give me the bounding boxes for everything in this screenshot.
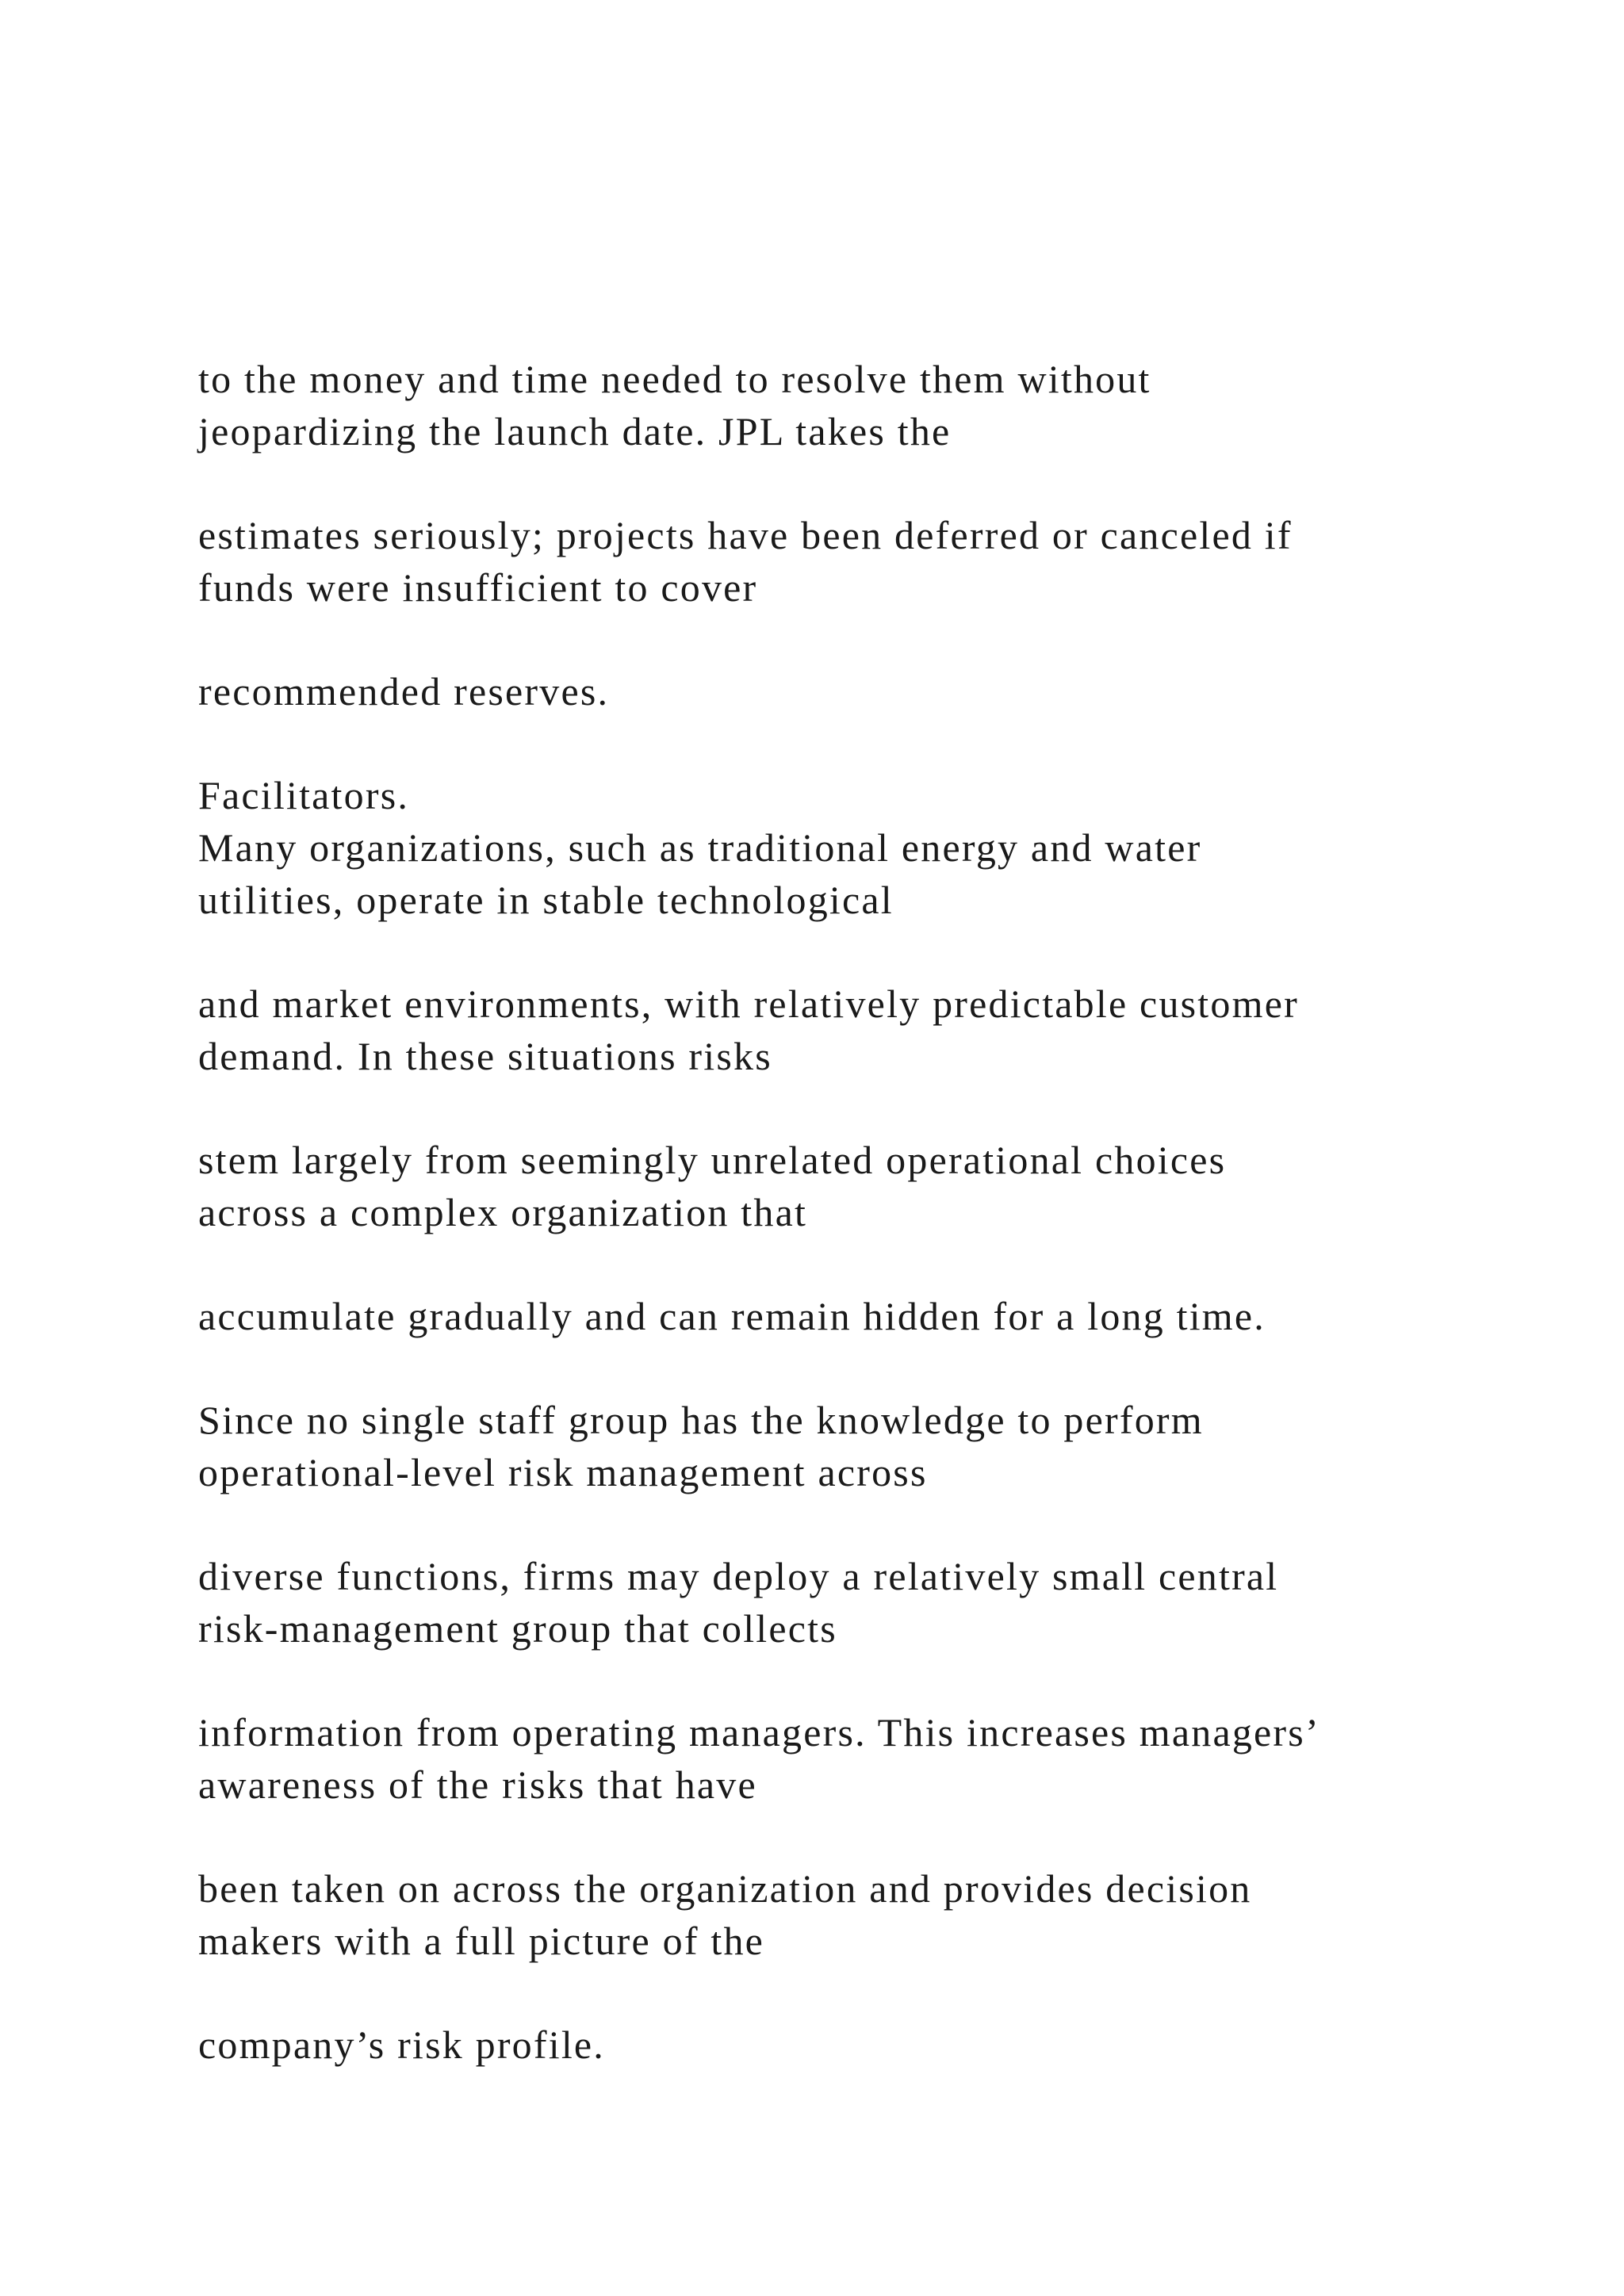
paragraph-gap	[198, 1082, 1499, 1134]
text-line: across a complex organization that	[198, 1190, 808, 1234]
text-line: been taken on across the organization and provides decision	[198, 1866, 1252, 1911]
text-line: jeopardizing the launch date. JPL takes the	[198, 409, 952, 453]
paragraph-gap	[198, 1655, 1499, 1706]
paragraph-gap	[198, 1238, 1499, 1290]
text-line: awareness of the risks that have	[198, 1762, 757, 1807]
text-line: company’s risk profile.	[198, 2022, 606, 2067]
text-line: Many organizations, such as traditional energy and water	[198, 825, 1202, 870]
paragraph-gap	[198, 926, 1499, 978]
paragraph-gap	[198, 614, 1499, 665]
text-line: risk-management group that collects	[198, 1606, 837, 1651]
paragraph-gap	[198, 1498, 1499, 1550]
text-line: recommended reserves.	[198, 669, 610, 714]
paragraph-gap	[198, 1811, 1499, 1862]
text-line: to the money and time needed to resolve them without	[198, 357, 1151, 401]
paragraph-gap	[198, 1342, 1499, 1394]
paragraph-gap	[198, 718, 1499, 769]
text-line: information from operating managers. This increases managers’	[198, 1710, 1320, 1755]
text-line: accumulate gradually and can remain hidden for a long time.	[198, 1294, 1266, 1338]
text-line: funds were insufficient to cover	[198, 565, 758, 610]
text-line: demand. In these situations risks	[198, 1034, 772, 1078]
section-heading: Facilitators.	[198, 773, 410, 817]
paragraph-gap	[198, 457, 1499, 509]
text-line: Since no single staff group has the knowledge to perform	[198, 1398, 1204, 1442]
text-line: diverse functions, firms may deploy a relatively small central	[198, 1554, 1279, 1598]
text-line: stem largely from seemingly unrelated operational choices	[198, 1138, 1227, 1182]
text-line: and market environments, with relatively predictable customer	[198, 982, 1299, 1026]
body-text	[198, 353, 1499, 2071]
text-line: operational-level risk management across	[198, 1450, 928, 1494]
text-line: utilities, operate in stable technological	[198, 878, 894, 922]
text-line: makers with a full picture of the	[198, 1919, 765, 1963]
paragraph-gap	[198, 1967, 1499, 2019]
text-line: estimates seriously; projects have been deferred or canceled if	[198, 513, 1293, 557]
